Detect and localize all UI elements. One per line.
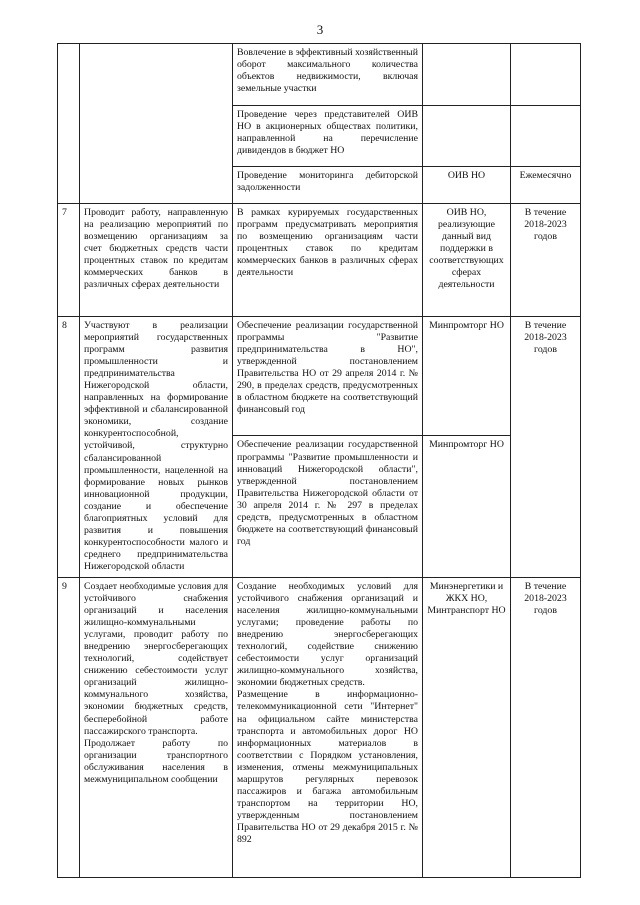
measure-cell: Проведение через представителей ОИВ НО в акционерных обществах политики, направленной на перечисление дивидендов в бюджет НО xyxy=(233,106,423,167)
executor-cell: Минпромторг НО xyxy=(423,317,511,436)
action-cell: Участвуют в реализации мероприятий государственных программ развития промышленности и предпринимательства Нижегородской области, направленных на формирование эффективной и сбалансированной экономики, создание конкурентоспособной, устойчивой, структурно сбалансированной промышленности, нацеленной на формирование новых рынков инновационной продукции, создание и обеспечение благоприятных условий для развития и повышения конкурентоспособности малого и среднего предпринимательства Нижегородской области xyxy=(80,317,233,578)
measure-cell: Вовлечение в эффективный хозяйственный оборот максимального количества объектов недвижимости, включая земельные участки xyxy=(233,44,423,106)
executor-cell: ОИВ НО, реализующие данный вид поддержки в соответствующих сферах деятельности xyxy=(423,204,511,317)
action-cell xyxy=(80,577,233,877)
table-row xyxy=(58,44,581,106)
table-row xyxy=(58,317,581,436)
measure-cell: Обеспечение реализации государственной программы "Развитие предпринимательства в НО", утвержденной постановлением Правительства НО от 29 апреля 2014 г. № 290, в пределах средств, предусмотренных в областном бюджете на соответствующий финансовый год xyxy=(233,317,423,436)
term-cell: В течение 2018-2023 годов xyxy=(511,317,581,578)
row-number-cell xyxy=(58,44,80,204)
action-paragraph: Создает необходимые условия для устойчивого снабжения организаций и населения жилищно-коммунальными услугами, проводит работу по внедрению энергосберегающих технологий, содействует снижению себестоимости услуг организаций жилищно-коммунального хозяйства, экономии бюджетных средств, бесперебойной работе пассажирского транспорта. xyxy=(84,580,228,737)
term-cell: Ежемесячно xyxy=(511,167,581,204)
page-number: 3 xyxy=(316,22,324,37)
action-cell: Проводит работу, направленную на реализацию мероприятий по возмещению организациям за счет бюджетных средств части процентных ставок по кредитам коммерческих банков в различных сферах деятельности xyxy=(80,204,233,317)
measure-paragraph: Размещение в информационно-телекоммуникационной сети "Интернет" на официальном сайте министерства транспорта и автомобильных дорог НО информационных материалов в соответствии с Порядком установления, изменения, отмены межмуниципальных маршрутов регулярных перевозок пассажиров и багажа автомобильным транспортом на территории НО, утвержденным постановлением Правительства НО от 29 декабря 2015 г. № 892 xyxy=(237,689,418,845)
measure-cell: Проведение мониторинга дебиторской задолженности xyxy=(233,167,423,204)
measure-cell: В рамках курируемых государственных программ предусматривать мероприятия по возмещению организациям части процентных ставок по кредитам коммерческих банков в различных сферах деятельности xyxy=(233,204,423,317)
action-paragraph: Продолжает работу по организации транспортного обслуживания населения в межмуниципальном сообщении xyxy=(84,737,228,785)
measures-table xyxy=(57,43,581,878)
executor-cell xyxy=(423,106,511,167)
executor-cell: ОИВ НО xyxy=(423,167,511,204)
row-number-cell: 8 xyxy=(58,317,80,578)
measure-cell: Обеспечение реализации государственной программы "Развитие промышленности и инноваций Нижегородской области", утвержденной постановлением Правительства Нижегородской области от 30 апреля 2014 г. № 297 в пределах средств, предусмотренных в областном бюджете на соответствующий финансовый год xyxy=(233,436,423,578)
executor-cell: Минпромторг НО xyxy=(423,436,511,578)
term-cell: В течение 2018-2023 годов xyxy=(511,577,581,877)
term-cell xyxy=(511,106,581,167)
action-cell xyxy=(80,44,233,204)
row-number-cell: 9 xyxy=(58,577,80,877)
term-cell: В течение 2018-2023 годов xyxy=(511,204,581,317)
executor-cell: Минэнергетики и ЖКХ НО, Минтранспорт НО xyxy=(423,577,511,877)
measure-cell xyxy=(233,577,423,877)
table-row xyxy=(58,577,581,877)
term-cell xyxy=(511,44,581,106)
table-row xyxy=(58,204,581,317)
executor-cell xyxy=(423,44,511,106)
row-number-cell: 7 xyxy=(58,204,80,317)
measure-paragraph: Создание необходимых условий для устойчивого снабжения организаций и населения жилищно-коммунальными услугами; проведение работы по внедрению энергосберегающих технологий, содействие снижению себестоимости услуг организаций жилищно-коммунального хозяйства, экономии бюджетных средств. xyxy=(237,580,418,689)
